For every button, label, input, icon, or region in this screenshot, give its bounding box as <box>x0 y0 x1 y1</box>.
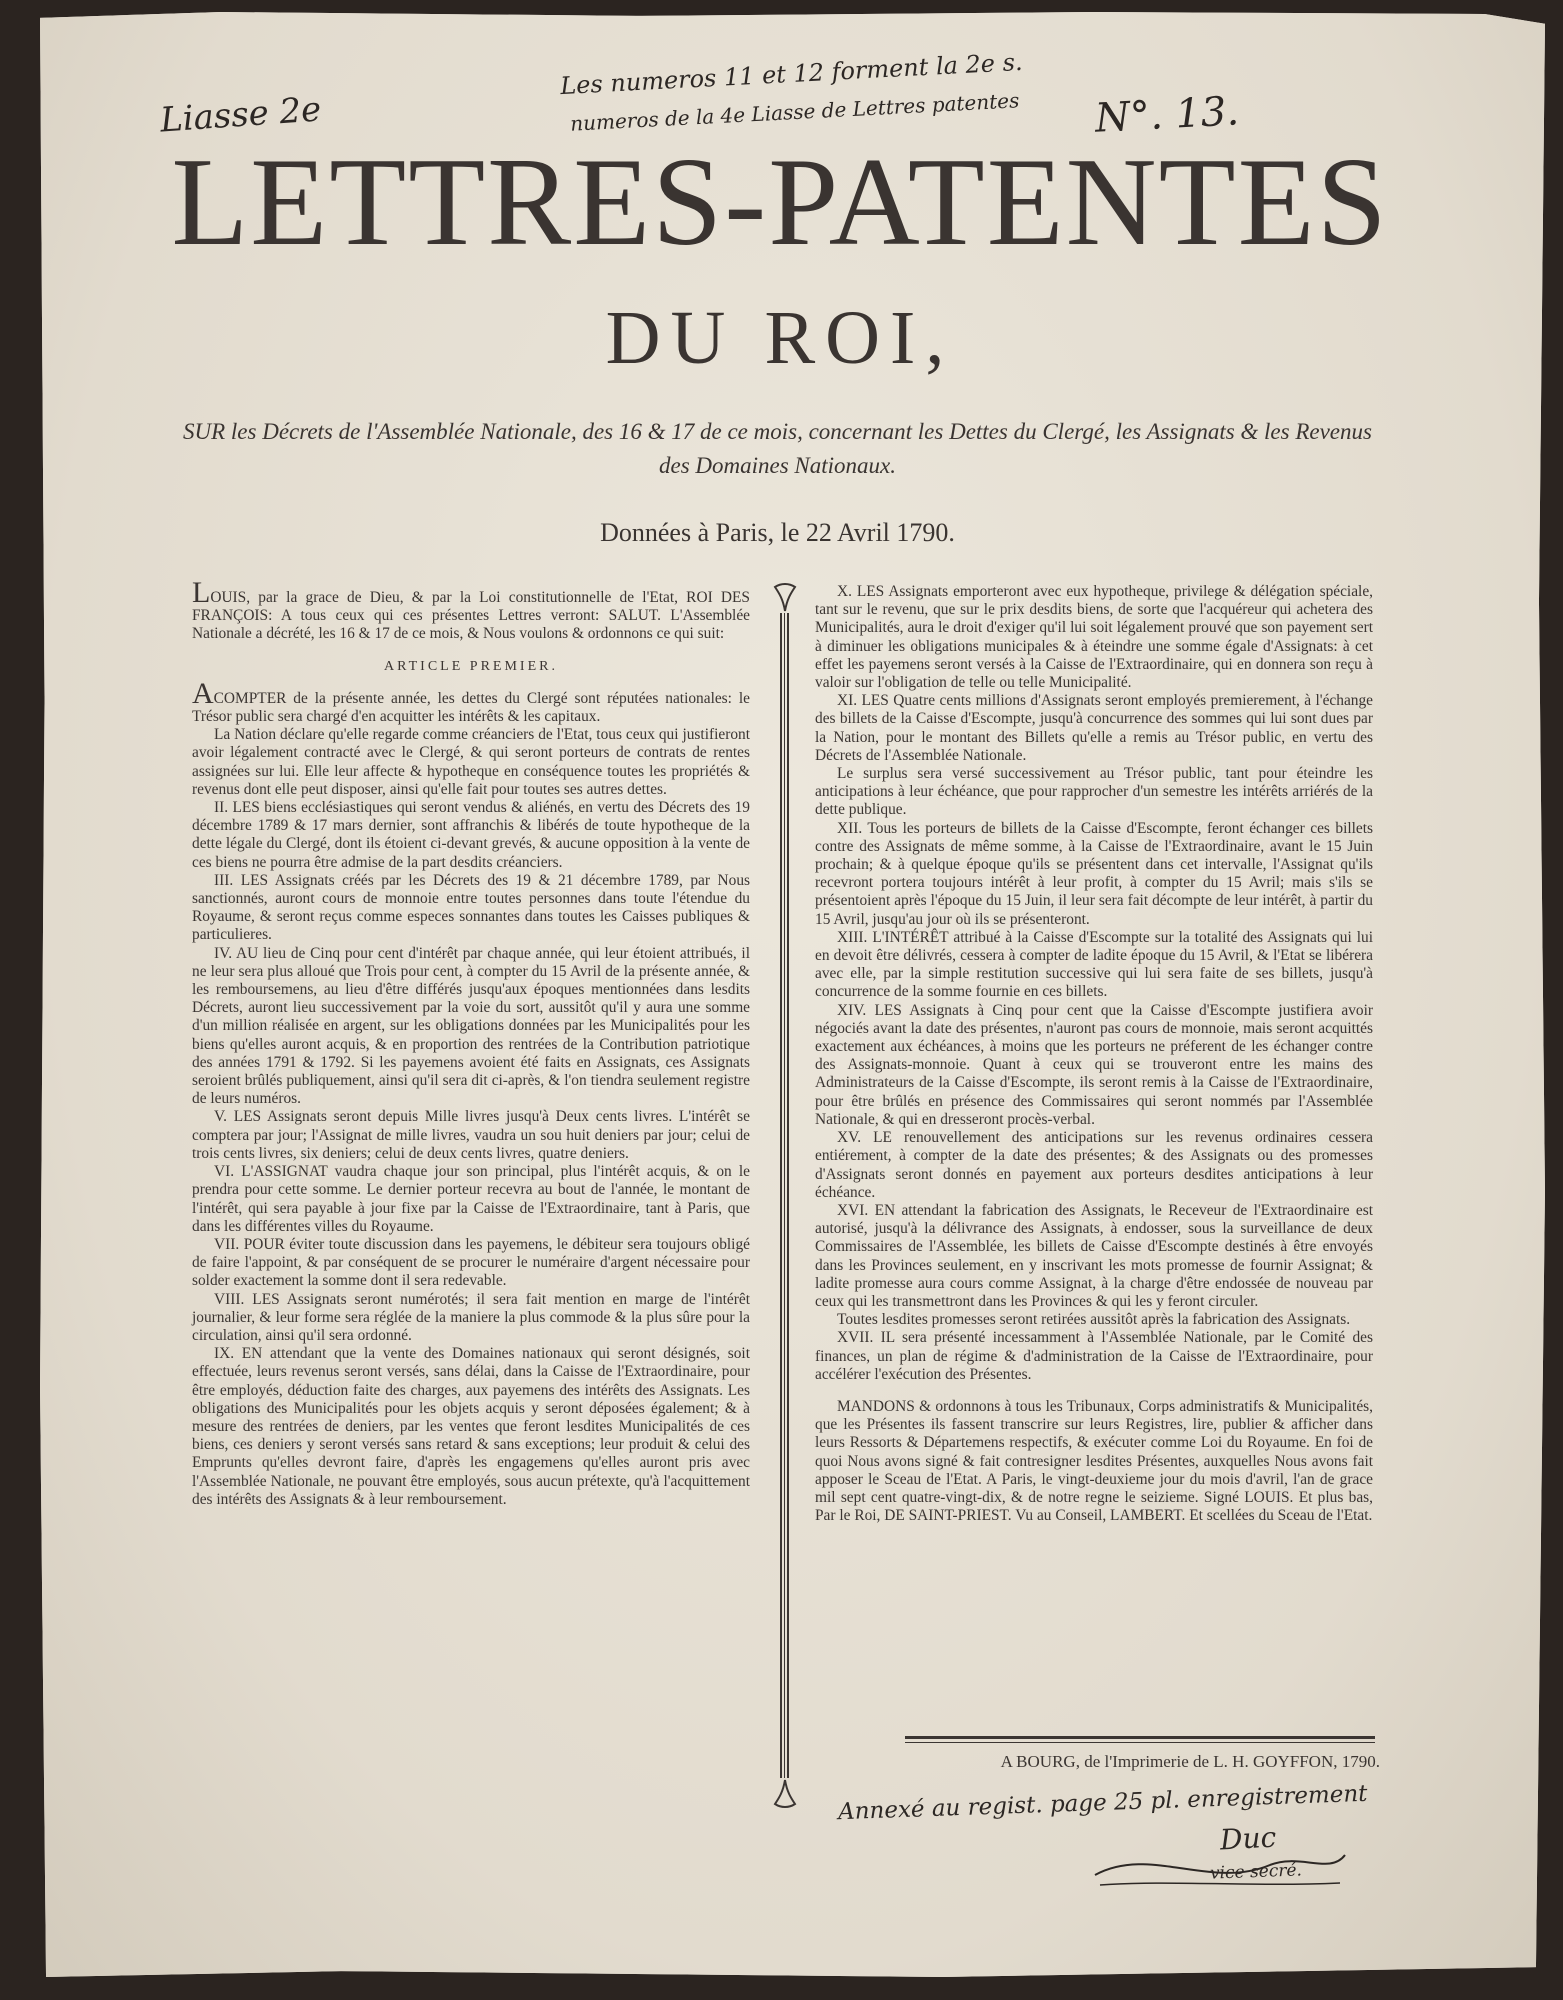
handwritten-signature: Duc <box>1219 1820 1277 1857</box>
article-1-dropcap: A <box>192 676 214 710</box>
article-5: V. LES Assignats seront depuis Mille livres jusqu'à Deux cents livres. L'intérêt se comptera par jour; l'Assignat de mille livres, vaudra un sou huit deniers par jour; celui de trois cents livres, six deniers; celui de deux cents livres, quatre deniers. <box>192 1108 750 1162</box>
left-column <box>192 576 750 1509</box>
article-7: VII. POUR éviter toute discussion dans les payemens, le débiteur sera toujours obligé de faire l'appoint, & par conséquent de se procurer le numéraire d'argent nécessaire pour solder exactement la somme dont il sera redevable. <box>192 1235 750 1290</box>
article-8: VIII. LES Assignats seront numérotés; il sera fait mention en marge de l'intérêt journalier, & leur forme sera réglée de la maniere la plus commode & la plus sûre pour la circulation, ainsi qu'il sera ordonné. <box>192 1290 750 1344</box>
article-1-continued: La Nation déclare qu'elle regarde comme créanciers de l'Etat, tous ceux qui justifieront avoir légalement contracté avec le Clergé, & qui seront porteurs de contrats de rentes assignées sur lui. Elle leur affecte & hypotheque en conséquence toutes les propriétés & revenus dont elle peut disposer, ainsi qu'elle fait pour toutes ses autres dettes. <box>192 726 750 798</box>
article-11-continued: Le surplus sera versé successivement au Trésor public, tant pour éteindre les anticipations à leur échéance, que pour rapprocher d'un semestre les intérêts arriérés de la dette publique. <box>815 765 1373 819</box>
document-title: LETTRES-PATENTES <box>171 133 1389 272</box>
preamble-text: OUIS, par la grace de Dieu, & par la Loi constitutionnelle de l'Etat, ROI DES FRANÇOIS: A tous ceux qui ces présentes Lettres verront: SALUT. L'Assemblée Nationale a décrété, les 16 & 17 de ce mois, & Nous voulons & ordonnons ce qui suit: <box>192 589 750 643</box>
handwritten-note-line-1: Les numeros 11 et 12 forment la 2e s. <box>559 47 1024 101</box>
imprint-rule-thin <box>905 1742 1375 1743</box>
article-16-continued: Toutes lesdites promesses seront retirées aussitôt après la fabrication des Assignats. <box>837 1311 1351 1329</box>
article-11: XI. LES Quatre cents millions d'Assignats seront employés premierement, à l'échange des billets de la Caisse d'Escompte, jusqu'à concurrence des sommes qui lui sont dues par la Nation, pour le montant des Billets qu'elle a remis au Trésor public, en vertu des Décrets de l'Assemblée Nationale. <box>815 692 1373 764</box>
article-12: XII. Tous les porteurs de billets de la Caisse d'Escompte, feront échanger ces billets contre des Assignats de même somme, à la Caisse de l'Extraordinaire, avant le 15 Juin prochain; & à quelque époque qu'ils se présentent dans cet intervalle, l'Assignat qu'ils recevront portera toujours intérêt à leur profit, à compter du 15 Avril; mais s'ils se présentoient après l'époque du 15 Juin, il leur sera fait décompte de leur intérêt, à partir du 15 Avril, jusqu'au jour où ils se présenteront. <box>815 819 1373 928</box>
signature-flourish <box>1090 1835 1350 1895</box>
document-subtitle: DU ROI, <box>605 296 955 380</box>
article-6: VI. L'ASSIGNAT vaudra chaque jour son principal, plus l'intérêt acquis, & on le prendra pour cette somme. Le dernier porteur recevra au bout de l'année, le montant de l'intérêt, qui sera payable à jour fixe par la Caisse de l'Extraordinaire, tant à Paris, que dans les différentes villes du Royaume. <box>192 1163 750 1235</box>
article-1-text: COMPTER de la présente année, les dettes du Clergé sont réputées nationales: le Trésor public sera chargé d'en acquitter les intérêts & les capitaux. <box>192 689 750 726</box>
document-subject: SUR les Décrets de l'Assemblée Nationale, des 16 & 17 de ce mois, concernant les Dettes du Clergé, les Assignats & les Revenus des Domaines Nationaux. <box>183 419 1372 478</box>
article-13: XIII. L'INTÉRÊT attribué à la Caisse d'Escompte sur la totalité des Assignats qui lui en devoit être délivrés, cessera à compter de ladite époque du 15 Avril, & l'Etat se libérera avec elle, par la simple restitution successive qui lui sera faite de ses billets, jusqu'à concurrence de la somme fournie en ces billets. <box>815 928 1373 1001</box>
right-column <box>815 583 1373 1525</box>
handwritten-document-number: N°. 13. <box>1093 88 1241 142</box>
article-10: X. LES Assignats emporteront avec eux hypotheque, privilege & délégation spéciale, tant sur le revenu, que sur le prix desdits biens, de sorte que l'acquéreur qui achetera des Municipalités, aura le droit d'exiger qu'il lui soit légalement prouvé que son payement sert à diminuer les obligations municipales & à éteindre une somme égale d'Assignats: à cet effet les payemens seront versés à la Caisse de l'Extraordinaire, qui en donnera son reçu à valoir sur l'obligation de telle ou telle Municipalité. <box>815 583 1373 692</box>
column-divider-ornament <box>773 583 797 1808</box>
article-15: XV. LE renouvellement des anticipations sur les revenus ordinaires cessera entiérement, à compter de la date des présentes; & des Assignats ou des promesses d'Assignats seront donnés en payement aux porteurs desdites anticipations à leur échéance. <box>815 1129 1373 1201</box>
article-3: III. LES Assignats créés par les Décrets des 19 & 21 décembre 1789, par Nous sanctionnés, auront cours de monnoie entre toutes personnes dans toute l'étendue du Royaume, & seront reçus comme especes sonnantes dans toutes les Caisses publiques & particulieres. <box>192 871 750 944</box>
closing-paragraph: MANDONS & ordonnons à tous les Tribunaux, Corps administratifs & Municipalités, que les Présentes ils fassent transcrire sur leurs Registres, lire, publier & afficher dans leurs Ressorts & Départemens respectifs, & exécuter comme Loi du Royaume. En foi de quoi Nous avons signé & fait contresigner lesdites Présentes, auxquelles Nous avons fait apposer le Sceau de l'Etat. A Paris, le vingt-deuxieme jour du mois d'avril, l'an de grace mil sept cent quatre-vingt-dix, & de notre regne le seizieme. Signé LOUIS. Et plus bas, Par le Roi, DE SAINT-PRIEST. Vu au Conseil, LAMBERT. Et scellées du Sceau de l'Etat. <box>815 1397 1373 1525</box>
article-17: XVII. IL sera présenté incessamment à l'Assemblée Nationale, par le Comité des finances, un plan de régime & d'administration de la Caisse de l'Extraordinaire, pour accélérer l'exécution des Présentes. <box>815 1329 1373 1383</box>
handwritten-signature-title: vice secré. <box>1209 1860 1303 1884</box>
article-heading: ARTICLE PREMIER. <box>384 658 558 674</box>
preamble-dropcap: L <box>192 576 211 609</box>
handwritten-liasse-note: Liasse 2e <box>158 89 323 141</box>
article-14: XIV. LES Assignats à Cinq pour cent que la Caisse d'Escompte justifiera avoir négociés avant la date des présentes, n'auront pas cours de monnoie, mais seront acquittés exactement aux échéances, à moins que les porteurs ne préferent de les échanger contre des Assignats-monnoie. Quant à ceux qui se trouveront entre les mains des Administrateurs de la Caisse d'Escompte, ils seront remis à la Caisse de l'Extraordinaire, pour être brûlés en présence des Commissaires qui seront nommés par l'Assemblée Nationale, & qui en dresseront procès-verbal. <box>815 1001 1373 1128</box>
article-4: IV. AU lieu de Cinq pour cent d'intérêt par chaque année, qui leur étoient attribués, il ne leur sera plus alloué que Trois pour cent, à compter du 15 Avril de la présente année, & les remboursemens, au lieu d'être différés jusqu'aux époques mentionnées dans lesdits Décrets, auront lieu successivement par la voie du sort, aussitôt qu'il y aura une somme d'un million réalisée en argent, sur les obligations données par les Municipalités pour les biens qu'elles auront acquis, & en proportion des rentrées de la Contribution patriotique des années 1791 & 1792. Si les payemens avoient été faits en Assignats, ces Assignats seroient brûlés publiquement, ainsi qu'il sera dit ci-après, & l'on tiendra seulement registre de leurs numéros. <box>192 944 750 1108</box>
article-2: II. LES biens ecclésiastiques qui seront vendus & aliénés, en vertu des Décrets des 19 décembre 1789 & 17 mars dernier, sont affranchis & libérés de toute hypotheque de la dette légale du Clergé, dont ils étoient ci-devant grevés, & aucune opposition à la vente de ces biens ne pourra être admise de la part desdits créanciers. <box>192 799 750 871</box>
handwritten-registration-note: Annexé au regist. page 25 pl. enregistrement <box>837 1780 1368 1826</box>
handwritten-note-line-2: numeros de la 4e Liasse de Lettres patentes <box>569 88 1020 136</box>
preamble-paragraph <box>192 576 750 644</box>
imprint-rule-thick <box>905 1736 1375 1739</box>
article-1 <box>192 676 750 726</box>
article-16: XVI. EN attendant la fabrication des Assignats, le Receveur de l'Extraordinaire est autorisé, jusqu'à la délivrance des Assignats, à endosser, sous la surveillance de deux Commissaires de l'Assemblée, les billets de Caisse d'Escompte destinés à être envoyés dans les Provinces seulement, en y inscrivant les mots promesse de fournir Assignat; & ladite promesse aura cours comme Assignat, à la charge d'être endossée de nouveau par ceux qui les transmettront dans les Provinces & qui les y feront circuler. <box>815 1201 1373 1310</box>
printer-imprint: A BOURG, de l'Imprimerie de L. H. GOYFFON, 1790. <box>1000 1752 1380 1771</box>
document-date: Données à Paris, le 22 Avril 1790. <box>600 518 955 547</box>
article-9: IX. EN attendant que la vente des Domaines nationaux qui seront désignés, soit effectuée, leurs revenus seront versés, sans délai, dans la Caisse de l'Extraordinaire, pour être employés, déduction faite des charges, aux payemens des intérêts des Assignats. Les obligations des Municipalités pour les objets acquis y seront déposées également; & à mesure des rentrées de deniers, par les ventes que feront lesdites Municipalités de ces biens, ces deniers y seront versés sans retard & sans exceptions; leur produit & celui des Emprunts qu'elles devront faire, d'après les engagemens qu'elles auront pris avec l'Assemblée Nationale, ne pouvant être employés, sous aucun prétexte, qu'à l'acquittement des intérêts des Assignats & à leur remboursement. <box>192 1345 750 1508</box>
